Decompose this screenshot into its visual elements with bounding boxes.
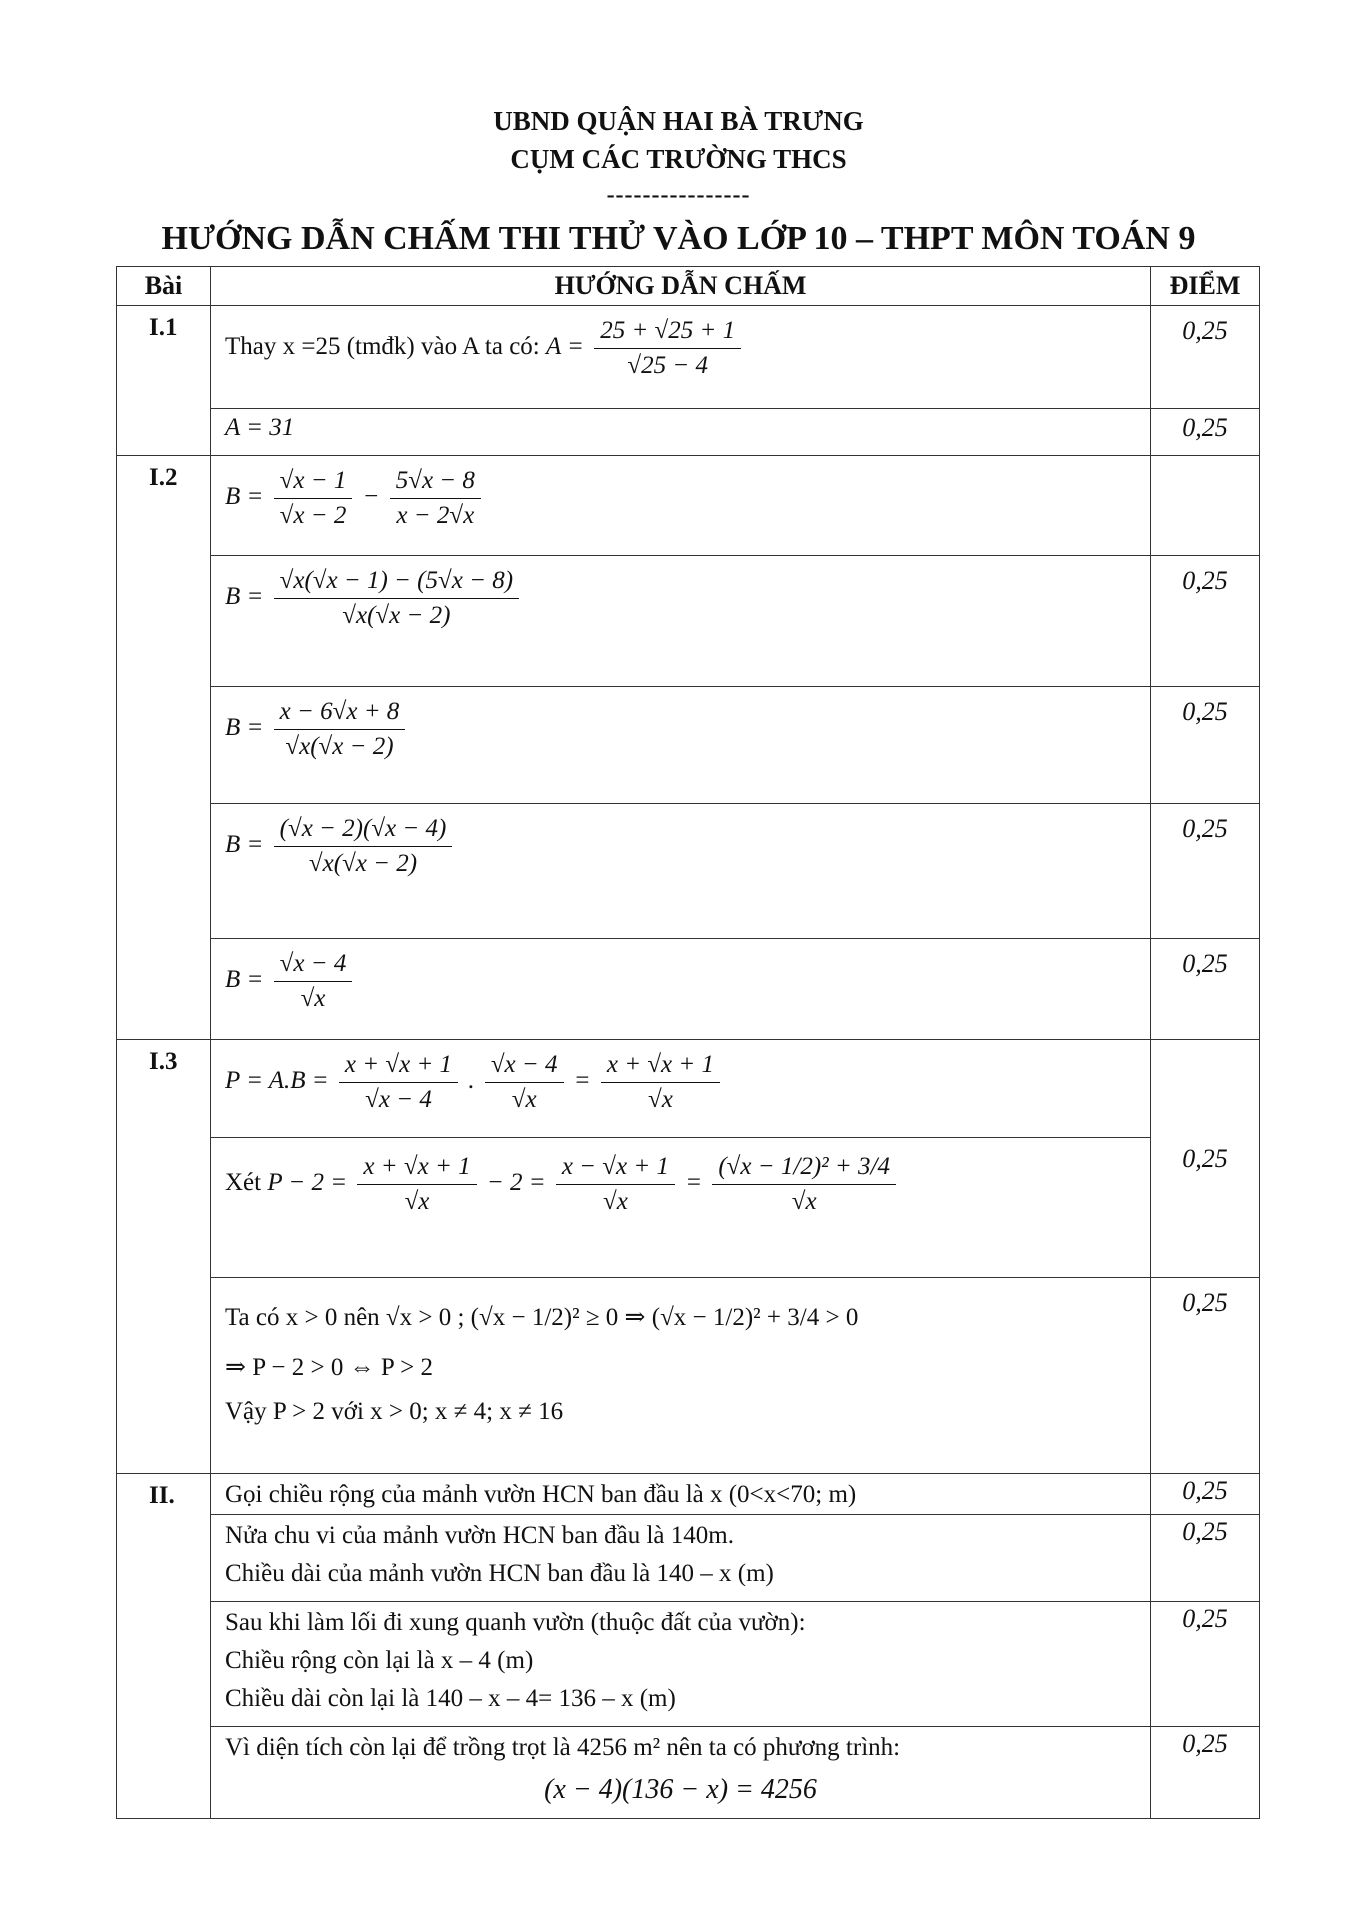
i3b-frac3 [712, 1150, 896, 1219]
grading-table [116, 266, 1260, 1819]
header-schools: CỤM CÁC TRƯỜNG THCS [510, 144, 847, 174]
i2e-lhs: B = [225, 966, 264, 994]
i3b-prefix: Xét [225, 1169, 268, 1197]
i3c-line3: Vậy P > 2 với x > 0; x ≠ 4; x ≠ 16 [225, 1398, 564, 1425]
i1-num: 25 + √25 + 1 [594, 314, 741, 349]
ii-c-line3: Chiều dài còn lại là 140 – x – 4= 136 – x (m) [225, 1685, 676, 1712]
i3b-frac2 [556, 1150, 675, 1219]
i2b-den: √x(√x − 2) [342, 602, 451, 629]
i3b-f3-den: √x [791, 1188, 817, 1215]
i2b-frac [274, 564, 519, 633]
i3b-f1-num: x + √x + 1 [357, 1150, 476, 1185]
i3-step-c [211, 1278, 1151, 1474]
i2e-den: √x [300, 985, 326, 1012]
i3b-f1-den: √x [404, 1188, 430, 1215]
col-header-guide: HƯỚNG DẪN CHẤM [211, 267, 1151, 306]
score-ii-c: 0,25 [1151, 1602, 1260, 1727]
i3a-frac1 [339, 1048, 458, 1117]
i2b-lhs: B = [225, 583, 264, 611]
ii-step-c [211, 1602, 1151, 1727]
score-ii-a: 0,25 [1151, 1474, 1260, 1515]
i3b-frac1 [357, 1150, 476, 1219]
i2a-frac2 [390, 464, 481, 533]
i3b-f3-num: (√x − 1/2)² + 3/4 [712, 1150, 896, 1185]
i1-den: √25 − 4 [627, 352, 708, 379]
i3c-line1: Ta có x > 0 nên √x > 0 ; (√x − 1/2)² ≥ 0 ⇒ (√x − 1/2)² + 3/4 > 0 [225, 1304, 859, 1331]
score-i2-d: 0,25 [1151, 804, 1260, 939]
i2-step-a [211, 456, 1151, 556]
i2a-f2-den: x − 2√x [396, 502, 475, 529]
i3a-frac2 [485, 1048, 564, 1117]
i2c-frac [274, 695, 406, 764]
i3-step-a [211, 1040, 1151, 1138]
i3a-f2-den: √x [511, 1086, 537, 1113]
row-label-ii: II. [117, 1474, 211, 1819]
i2c-den: √x(√x − 2) [285, 733, 394, 760]
i3a-f1-num: x + √x + 1 [339, 1048, 458, 1083]
i2-step-c [211, 687, 1151, 804]
header-district: UBND QUẬN HAI BÀ TRƯNG [493, 106, 864, 136]
score-i2-e: 0,25 [1151, 939, 1260, 1040]
i3b-mid: − 2 = [486, 1169, 546, 1197]
score-i3-ab: 0,25 [1151, 1040, 1260, 1278]
i2c-num: x − 6√x + 8 [274, 695, 406, 730]
i2d-num: (√x − 2)(√x − 4) [274, 812, 453, 847]
i3a-frac3 [601, 1048, 720, 1117]
row-label-i3: I.3 [117, 1040, 211, 1474]
i3b-f2-num: x − √x + 1 [556, 1150, 675, 1185]
document-title: HƯỚNG DẪN CHẤM THI THỬ VÀO LỚP 10 – THPT MÔN TOÁN 9 [161, 220, 1196, 257]
i3a-lhs: P = A.B = [225, 1067, 329, 1095]
i3c-line2: ⇒ P − 2 > 0 ⇔ P > 2 [225, 1354, 433, 1381]
i3a-f3-num: x + √x + 1 [601, 1048, 720, 1083]
i3a-f1-den: √x − 4 [365, 1086, 432, 1113]
col-header-score: ĐIỂM [1151, 267, 1260, 306]
i3a-f2-num: √x − 4 [485, 1048, 564, 1083]
ii-d-equation: (x − 4)(136 − x) = 4256 [544, 1774, 817, 1805]
ii-b-line2: Chiều dài của mảnh vườn HCN ban đầu là 140 – x (m) [225, 1560, 774, 1587]
ii-c-line2: Chiều rộng còn lại là x – 4 (m) [225, 1647, 534, 1674]
ii-b-line1: Nửa chu vi của mảnh vườn HCN ban đầu là 140m. [225, 1522, 734, 1549]
header-divider: ---------------- [606, 182, 751, 208]
i1-step-a [211, 306, 1151, 409]
i2a-frac1 [274, 464, 353, 533]
ii-c-line1: Sau khi làm lối đi xung quanh vườn (thuộc đất của vườn): [225, 1609, 806, 1636]
score-i1-a: 0,25 [1151, 306, 1260, 409]
i1-step-b: A = 31 [211, 409, 1151, 456]
row-label-i2: I.2 [117, 456, 211, 1040]
i2c-lhs: B = [225, 714, 264, 742]
score-ii-b: 0,25 [1151, 1515, 1260, 1602]
i3-step-b [211, 1138, 1151, 1278]
i2d-frac [274, 812, 453, 881]
score-i2-c: 0,25 [1151, 687, 1260, 804]
i2e-num: √x − 4 [274, 947, 353, 982]
i2-step-b [211, 556, 1151, 687]
score-i2-a-empty [1151, 456, 1260, 556]
i1-text: Thay x =25 (tmđk) vào A ta có: [225, 333, 546, 361]
i2e-frac [274, 947, 353, 1016]
i2a-f2-num: 5√x − 8 [390, 464, 481, 499]
i2d-den: √x(√x − 2) [308, 850, 418, 877]
i1-fraction [594, 314, 741, 383]
score-ii-d: 0,25 [1151, 1727, 1260, 1819]
ii-step-d [211, 1727, 1151, 1819]
i2a-f1-num: √x − 1 [274, 464, 353, 499]
i2-step-e [211, 939, 1151, 1040]
i2a-lhs: B = [225, 483, 264, 511]
i3a-eq: = [573, 1067, 591, 1095]
ii-d-line1: Vì diện tích còn lại để trồng trọt là 4256 m² nên ta có phương trình: [225, 1734, 901, 1761]
ii-step-b [211, 1515, 1151, 1602]
col-header-bai: Bài [117, 267, 211, 306]
i2-step-d [211, 804, 1151, 939]
score-i1-b: 0,25 [1151, 409, 1260, 456]
i3a-dot: . [468, 1067, 475, 1095]
ii-step-a: Gọi chiều rộng của mảnh vườn HCN ban đầu là x (0<x<70; m) [211, 1474, 1151, 1515]
i3b-f2-den: √x [602, 1188, 628, 1215]
i3a-f3-den: √x [648, 1086, 673, 1113]
i1-lhs: A = [545, 333, 584, 361]
score-i2-b: 0,25 [1151, 556, 1260, 687]
i2b-num: √x(√x − 1) − (5√x − 8) [274, 564, 519, 599]
row-label-i1: I.1 [117, 306, 211, 456]
i3b-lhs: P − 2 = [267, 1169, 348, 1197]
i2a-f1-den: √x − 2 [279, 502, 347, 529]
i3b-eq: = [685, 1169, 703, 1197]
i2d-lhs: B = [225, 831, 264, 859]
i2a-minus: − [362, 483, 380, 511]
score-i3-c: 0,25 [1151, 1278, 1260, 1474]
